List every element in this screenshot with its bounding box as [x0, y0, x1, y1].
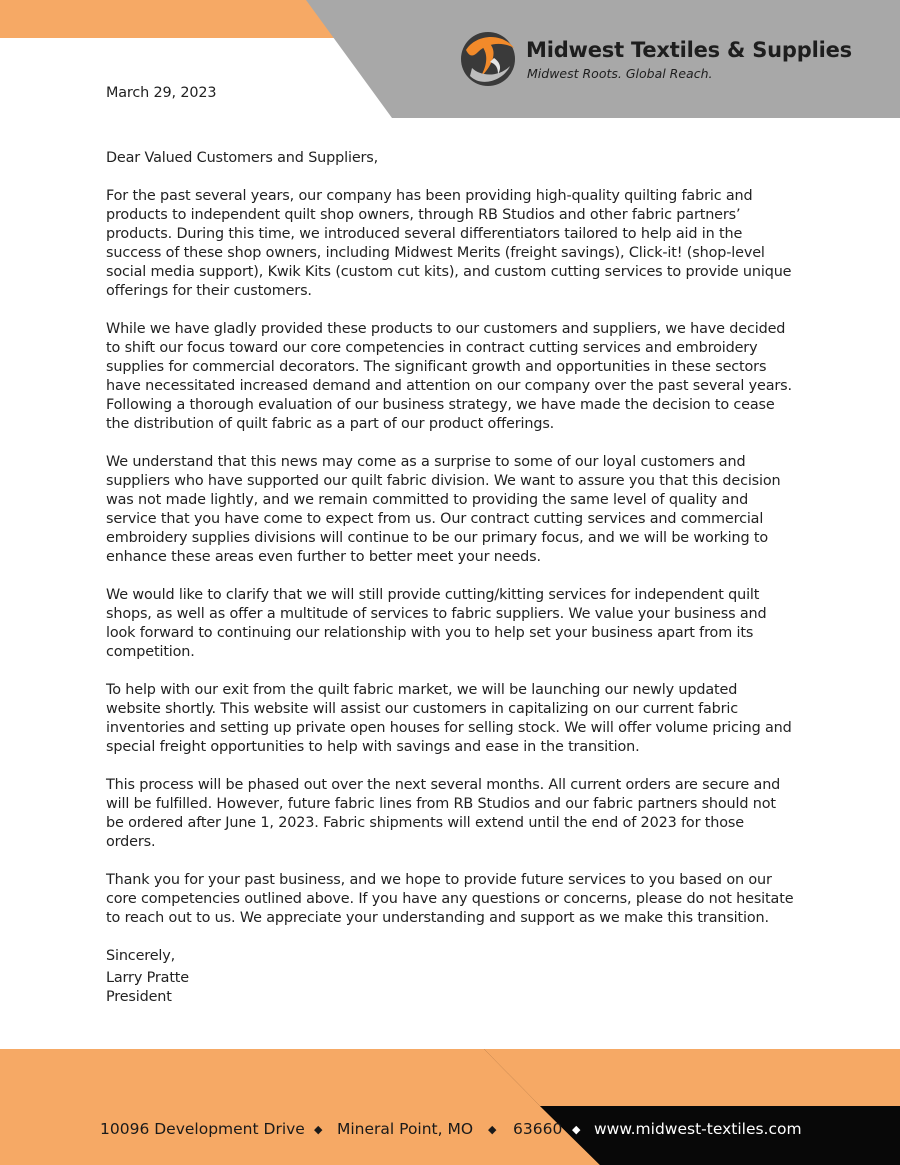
letter-paragraph: This process will be phased out over the next several months. All current orders are secure and will be fulfilled. However, future fabric lines from RB Studios and our fabric partners should not be ordered after June 1, 2023. Fabric shipments will extend until the end of 2023 for those orders. [106, 777, 781, 850]
letter-date: March 29, 2023 [106, 85, 217, 101]
letter-paragraph: We understand that this news may come as a surprise to some of our loyal customers and suppliers who have supported our quilt fabric division. We want to assure you that this decision was not made lightly, and we remain committed to providing the same level of quality and service that you have come to expect from us. Our contract cutting services and commercial embroidery supplies divisions will continue to be our primary focus, and we will be working to enhance these areas even further to better meet your needs. [106, 454, 781, 565]
diamond-separator-icon: ◆ [572, 1123, 581, 1136]
footer-street: 10096 Development Drive [100, 1120, 305, 1138]
letter-closing: Sincerely, [106, 948, 176, 964]
footer-website-link[interactable]: www.midwest-textiles.com [594, 1120, 802, 1138]
letter-paragraph: To help with our exit from the quilt fabric market, we will be launching our newly updated website shortly. This website will assist our customers in capitalizing on our current fabric inventories and setting up private open houses for selling stock. We will offer volume pricing and special freight opportunities to help with savings and ease in the transition. [106, 682, 792, 755]
letter-paragraph: For the past several years, our company has been providing high-quality quilting fabric and products to independent quilt shop owners, through RB Studios and other fabric partners’ products. During this time, we introduced several differentiators tailored to help aid in the success of these shop owners, including Midwest Merits (freight savings), Click-it! (shop-level social media support), Kwik Kits (custom cut kits), and custom cutting services to provide unique offerings for their customers. [106, 188, 792, 299]
signer-title: President [106, 989, 172, 1005]
footer-black-band [0, 1049, 900, 1165]
footer-city: Mineral Point, MO [337, 1120, 474, 1138]
letter-paragraph: While we have gladly provided these products to our customers and suppliers, we have decided to shift our focus toward our core competencies in contract cutting services and embroidery supplies for commercial decorators. The significant growth and opportunities in these sectors have necessitated increased demand and attention on our company over the past several years. Following a thorough evaluation of our business strategy, we have made the decision to cease the distribution of quilt fabric as a part of our product offerings. [106, 321, 792, 432]
letter-paragraph: Thank you for your past business, and we hope to provide future services to you based on our core competencies outlined above. If you have any questions or concerns, please do not hesitate to reach out to us. We appreciate your understanding and support as we make this transition. [106, 872, 794, 926]
diamond-separator-icon: ◆ [314, 1123, 323, 1136]
swirl-logo-icon [458, 28, 518, 90]
signer-name: Larry Pratte [106, 970, 190, 986]
letter-salutation: Dear Valued Customers and Suppliers, [106, 150, 379, 166]
letter-paragraph: We would like to clarify that we will still provide cutting/kitting services for independent quilt shops, as well as offer a multitude of services to fabric suppliers. We value your business and look forward to continuing our relationship with you to help set your business apart from its competition. [106, 587, 767, 660]
footer-zip: 63660 [513, 1120, 563, 1138]
letter-body [106, 84, 796, 1007]
footer-address [100, 1120, 860, 1144]
header-orange-band [0, 0, 360, 38]
diamond-separator-icon: ◆ [488, 1123, 497, 1136]
company-name: Midwest Textiles & Supplies [526, 38, 852, 62]
company-tagline: Midwest Roots. Global Reach. [527, 66, 713, 81]
